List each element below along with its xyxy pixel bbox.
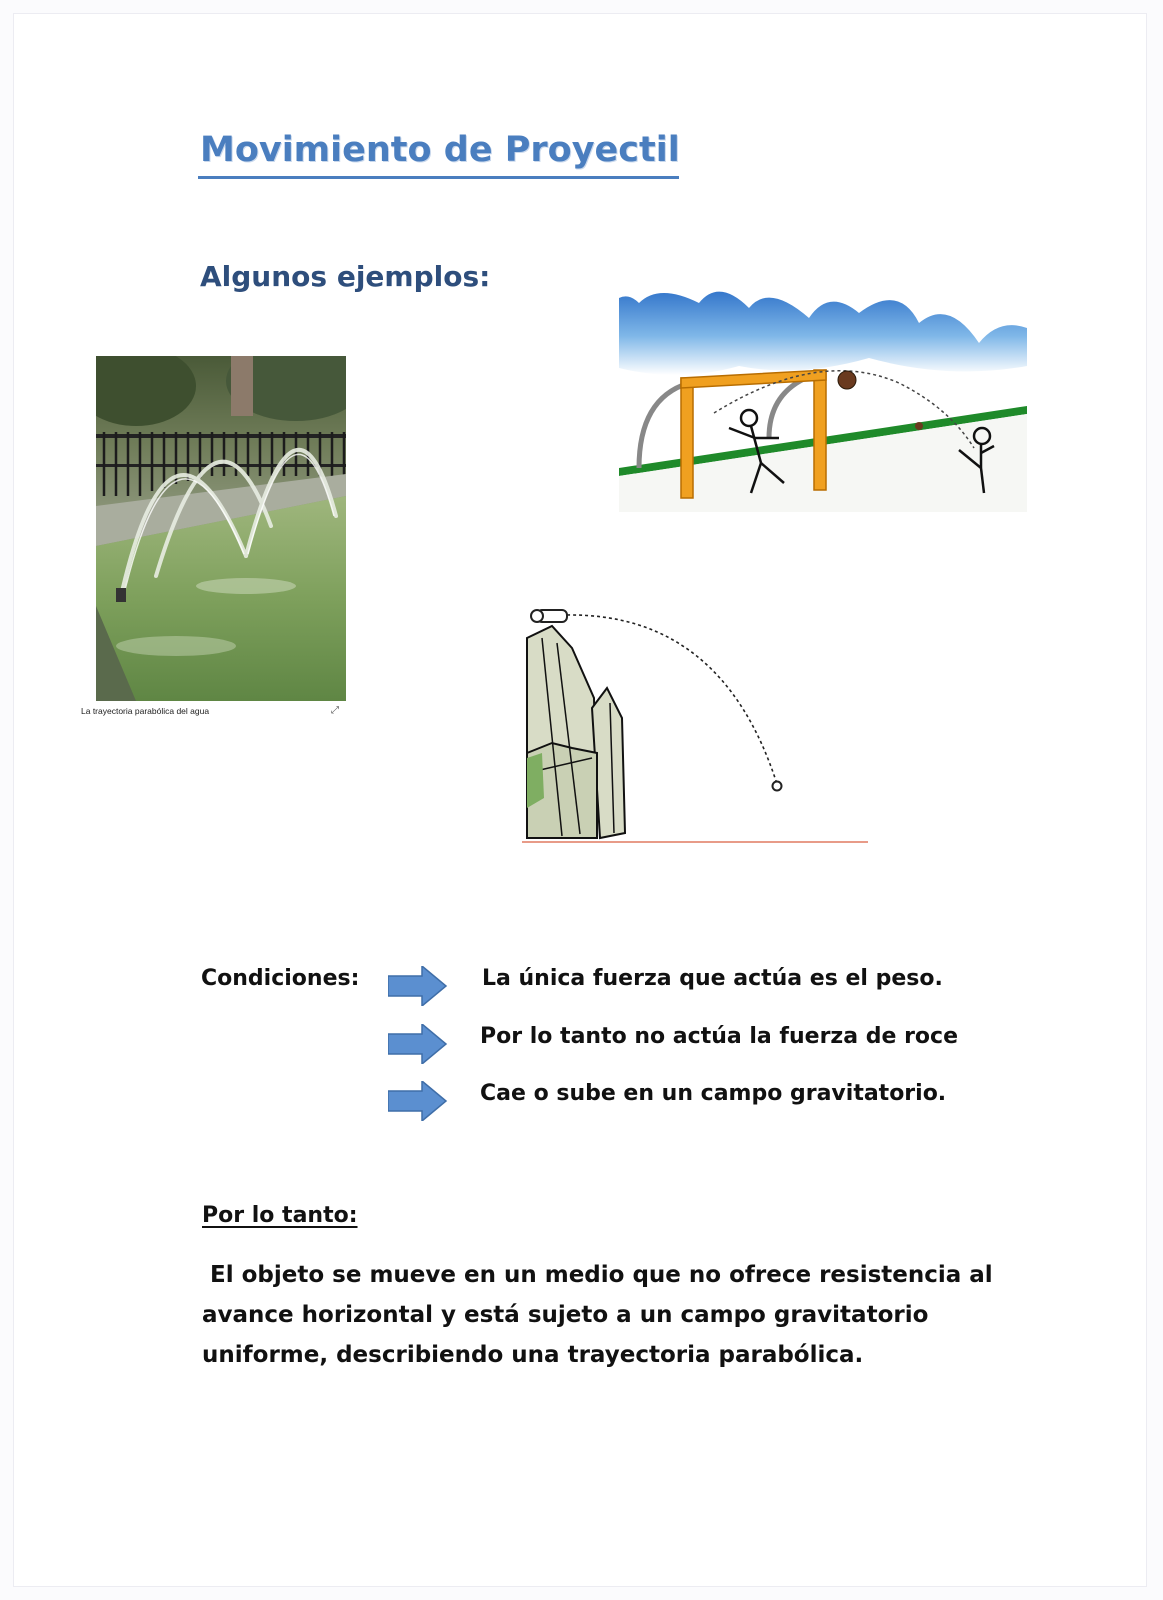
examples-heading: Algunos ejemplos: [200,260,491,293]
condition-item: La única fuerza que actúa es el peso. [482,966,943,991]
title-underline [198,176,679,179]
conclusion-line: El objeto se mueve en un medio que no ofrece resistencia al [202,1262,993,1288]
soccer-illustration [619,288,1027,512]
cliff-cannon-illustration [522,608,868,858]
fountain-caption: La trayectoria parabólica del agua [81,706,210,716]
page-title: Movimiento de Proyectil [200,130,680,170]
conclusion-heading: Por lo tanto: [202,1203,358,1228]
fountain-photo [96,356,346,701]
arrow-right-icon [388,1024,448,1064]
arrow-right-icon [388,966,448,1006]
condition-item: Cae o sube en un campo gravitatorio. [480,1081,947,1106]
fountain-figure [81,356,348,728]
arrow-right-icon [388,1081,448,1121]
condition-item: Por lo tanto no actúa la fuerza de roce [480,1024,958,1049]
conclusion-line: avance horizontal y está sujeto a un campo gravitatorio [202,1302,929,1328]
conclusion-paragraph [202,1255,993,1375]
enlarge-icon: ⤢ [331,705,339,716]
conclusion-line: uniforme, describiendo una trayectoria parabólica. [202,1342,864,1368]
conditions-label: Condiciones: [201,966,360,991]
